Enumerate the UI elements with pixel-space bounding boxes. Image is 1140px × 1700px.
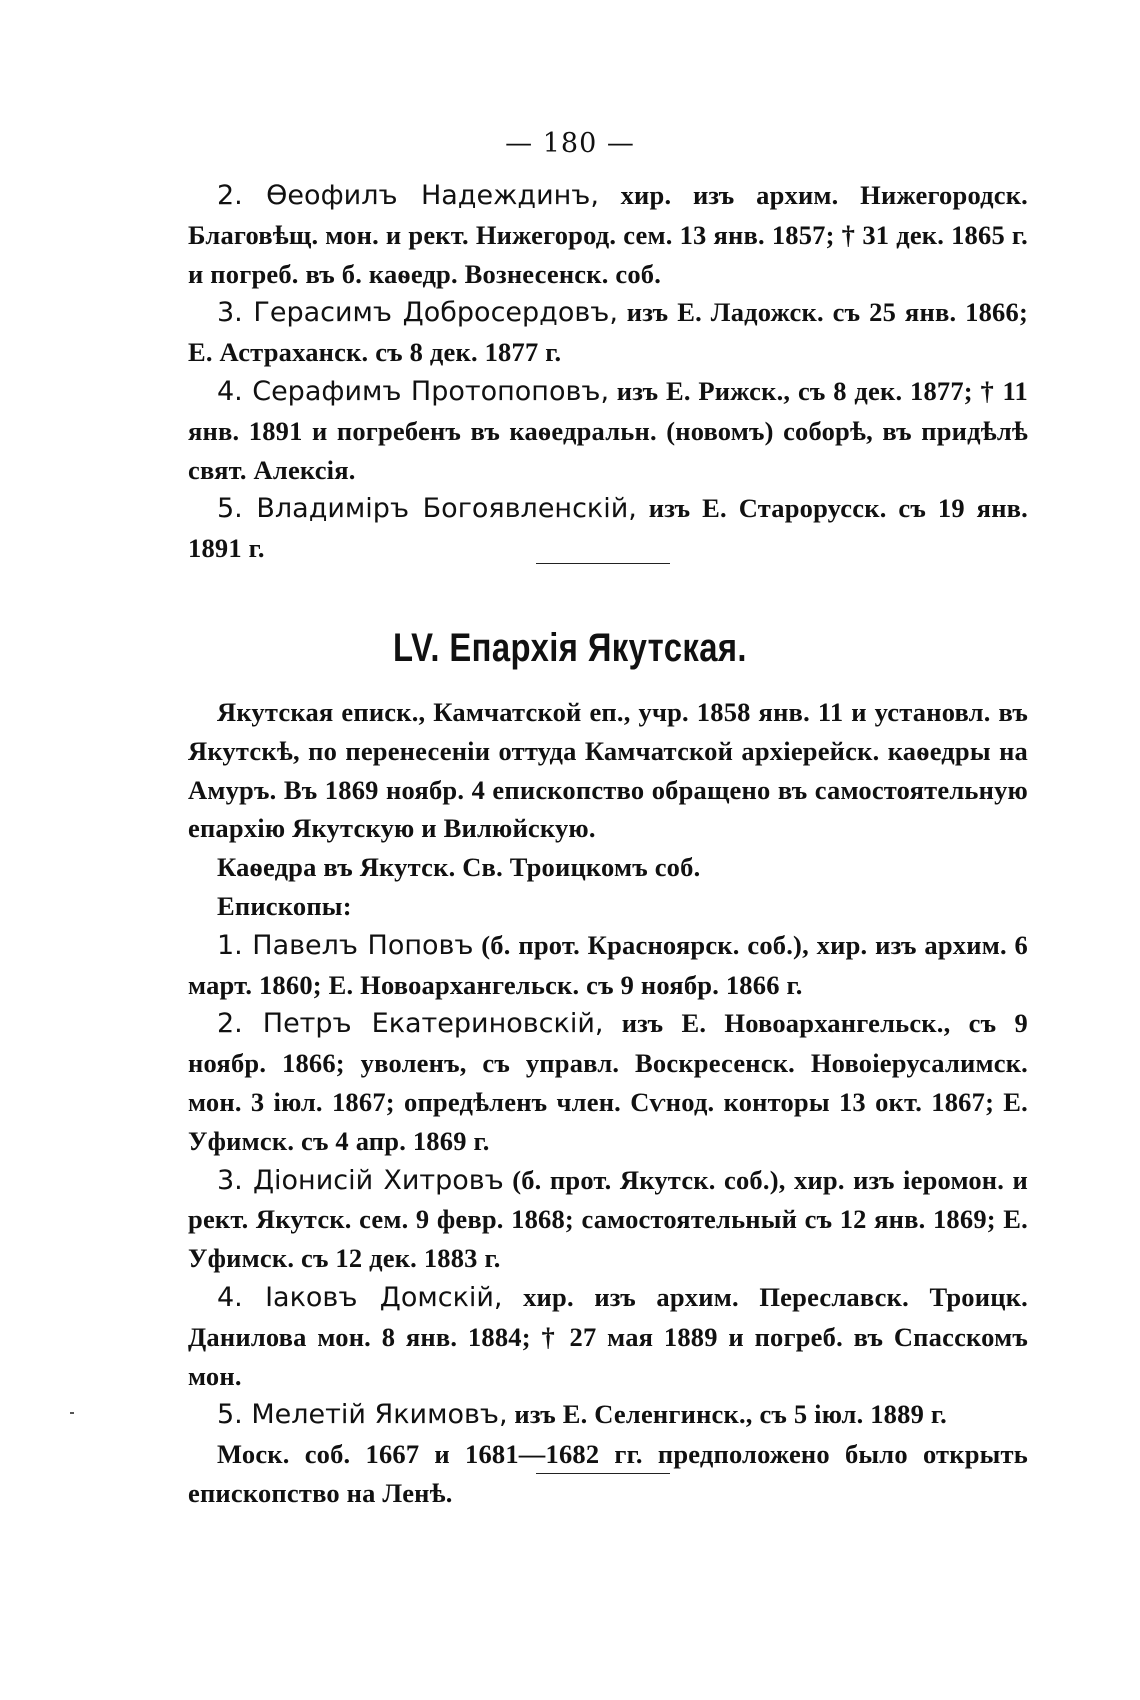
bishop-details: изъ Е. Ладожск. съ 25 янв. 1866; Е. Астраханск. съ 8 дек. 1877 г. <box>188 297 1028 368</box>
section-heading: LV. Епархія Якутская. <box>393 626 747 670</box>
bishop-name: 5. Владиміръ Богоявленскій, <box>217 493 637 525</box>
bishop-entry <box>188 926 1028 1005</box>
bishop-entry <box>188 293 1028 372</box>
bishop-name: 2. Петръ Екатериновскій, <box>217 1008 604 1040</box>
bishop-entry <box>188 489 1028 568</box>
bishop-entry <box>188 176 1028 293</box>
bishop-name: 4. Серафимъ Протопоповъ, <box>217 375 610 407</box>
bishop-entry <box>188 1278 1028 1395</box>
bishop-details: изъ Е. Селенгинск., съ 5 іюл. 1889 г. <box>507 1399 947 1430</box>
bishop-name: 1. Павелъ Поповъ <box>217 929 474 961</box>
bishops-list-previous <box>188 176 1028 568</box>
bishops-label: Епископы: <box>217 890 352 921</box>
bishop-name: 2. Ѳеофилъ Надеждинъ, <box>217 180 599 211</box>
bishop-details: хир. изъ архим. Нижегородск. Благовѣщ. мон. и рект. Нижегород. сем. 13 янв. 1857; † 31 дек. 1865 г. и погреб. въ б. каѳедр. Вознесенск. соб. <box>188 180 1028 289</box>
bishop-entry <box>188 1004 1028 1160</box>
bishop-details: изъ Е. Старорусск. съ 19 янв. 1891 г. <box>188 493 1029 564</box>
bishop-details: хир. изъ архим. Переславск. Троицк. Данилова мон. 8 янв. 1884; † 27 мая 1889 и погреб. въ Спасскомъ мон. <box>188 1281 1028 1391</box>
bishop-details: изъ Е. Рижск., съ 8 дек. 1877; † 11 янв. 1891 и погребенъ въ каѳедральн. (новомъ) соборѣ, въ придѣлѣ свят. Алексія. <box>188 375 1028 485</box>
page-number: — 180 — <box>505 128 635 159</box>
margin-mark <box>70 1412 74 1414</box>
bishop-name: 5. Мелетій Якимовъ, <box>217 1399 508 1431</box>
bishop-name: 3. Герасимъ Добросердовъ, <box>217 297 618 329</box>
bishop-name: 4. Іаковъ Домскій, <box>217 1281 503 1313</box>
end-divider <box>536 1473 670 1474</box>
cathedra-line: Каѳедра въ Якутск. Св. Троицкомъ соб. <box>217 852 701 883</box>
section-divider <box>536 563 670 564</box>
bishop-entry <box>188 372 1028 489</box>
bishop-details: (б. прот. Красноярск. соб.), хир. изъ архим. 6 март. 1860; Е. Новоархангельск. съ 9 ноябр. 1866 г. <box>188 929 1028 1000</box>
bishop-name: 3. Діонисій Хитровъ <box>217 1164 504 1196</box>
bishop-entry <box>188 1161 1028 1278</box>
closing-note: Моск. соб. 1667 и 1681—1682 гг. предположено было открыть епископство на Ленѣ. <box>188 1439 1028 1508</box>
bishop-details: изъ Е. Новоархангельск., съ 9 ноябр. 1866; уволенъ, съ управл. Воскресенск. Новоіерусалимск. мон. 3 іюл. 1867; опредѣленъ член. Сѵнод. конторы 13 окт. 1867; Е. Уфимск. съ 4 апр. 1869 г. <box>188 1008 1028 1156</box>
bishop-entry <box>188 1395 1028 1435</box>
bishop-details: (б. прот. Якутск. соб.), хир. изъ іеромон. и рект. Якутск. сем. 9 февр. 1868; самостоятельный съ 12 янв. 1869; Е. Уфимск. съ 12 дек. 1883 г. <box>188 1164 1028 1274</box>
yakutsk-diocese-section <box>188 693 1028 1513</box>
diocese-intro: Якутская еписк., Камчатской еп., учр. 1858 янв. 11 и установл. въ Якутскѣ, по перенесеніи оттуда Камчатской архіерейск. каѳедры на Амуръ. Въ 1869 ноябр. 4 епископство обращено въ самостоятельную епархію Якутскую и Вилюйскую. <box>188 697 1028 844</box>
